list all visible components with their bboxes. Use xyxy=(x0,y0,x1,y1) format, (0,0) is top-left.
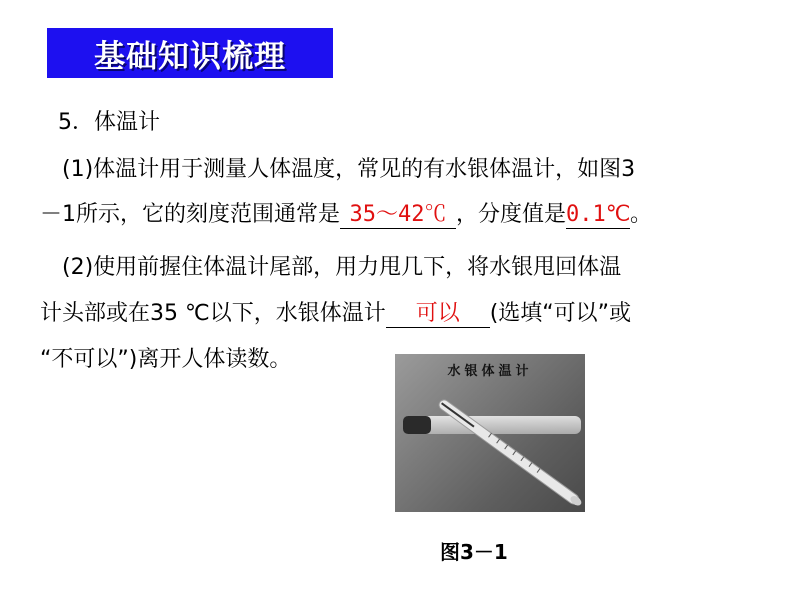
figure-caption: 图3－1 xyxy=(440,540,508,564)
answer-division: 0.1℃ xyxy=(566,202,631,227)
paragraph-1-line-2 xyxy=(40,200,652,230)
section-title: 基础知识梳理 xyxy=(94,38,286,75)
p2-text-b: (选填“可以”或 xyxy=(489,301,632,326)
blank-range xyxy=(340,202,456,229)
paragraph-1-line-1: (1)体温计用于测量人体温度，常见的有水银体温计，如图3 xyxy=(62,157,636,182)
p1-text-c: 。 xyxy=(630,202,653,227)
answer-can: 可以 xyxy=(415,301,460,326)
p1-text-a: －1所示，它的刻度范围通常是 xyxy=(40,202,340,227)
answer-range: 35～42℃ xyxy=(349,202,447,227)
blank-can xyxy=(386,301,490,328)
thermometer-icon xyxy=(395,354,585,512)
photo-label: 水银体温计 xyxy=(447,364,533,379)
blank-division xyxy=(566,202,630,229)
paragraph-2-line-1: (2)使用前握住体温计尾部，用力甩几下，将水银甩回体温 xyxy=(62,255,622,280)
item-heading: 5．体温计 xyxy=(58,110,160,135)
paragraph-2-line-2 xyxy=(40,299,631,329)
thermometer-photo xyxy=(395,354,585,512)
p2-text-a: 计头部或在35 ℃以下，水银体温计 xyxy=(40,301,386,326)
p1-text-b: ，分度值是 xyxy=(456,202,567,227)
paragraph-2-line-3: “不可以”)离开人体读数。 xyxy=(40,347,292,372)
section-title-banner xyxy=(47,28,333,78)
